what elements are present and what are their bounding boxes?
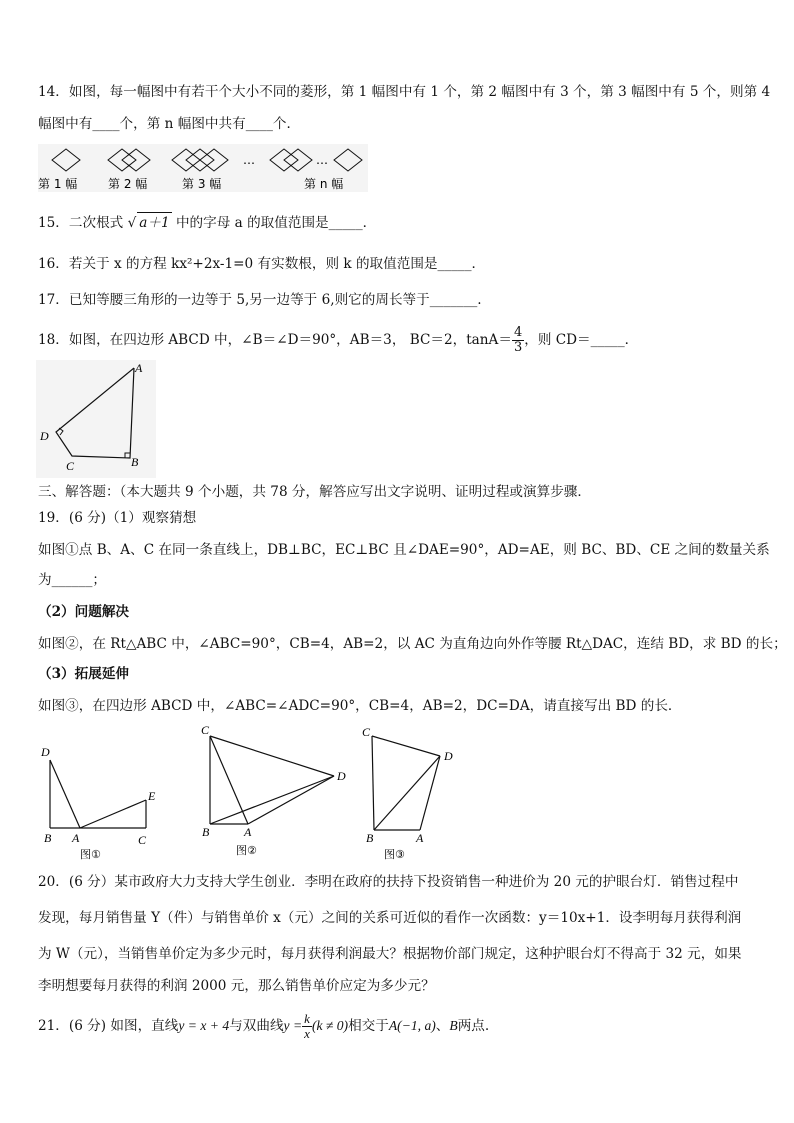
fig1-caption: 图①: [80, 848, 101, 861]
ellipsis-2: …: [316, 153, 328, 167]
q21-eq2-cond: (k ≠ 0): [311, 1018, 349, 1033]
q19-p3: 如图③，在四边形 ABCD 中，∠ABC=∠ADC=90°，CB=4，AB=2，DC=DA，请直接写出 BD 的长．: [38, 698, 682, 714]
q21-post3: 两点.: [457, 1018, 490, 1034]
fig2-caption: 图②: [236, 844, 257, 857]
q21-eq2-fraction: [302, 1012, 312, 1041]
q18-fraction: [512, 326, 524, 355]
q18-line: [38, 326, 638, 355]
q19-figure-1: [38, 740, 163, 862]
q19-part2-head: （2）问题解决: [38, 604, 130, 620]
fig2-point-A: A: [244, 825, 252, 839]
fig-label-n: 第 n 幅: [304, 177, 344, 191]
q21-pre: 21．(6 分) 如图，直线: [38, 1018, 179, 1034]
q21-point-a: A(−1, a): [388, 1018, 436, 1033]
q19-p1-line2: 为______；: [38, 572, 106, 588]
fig1-point-D: D: [41, 745, 50, 759]
fig2-point-B: B: [202, 825, 210, 839]
point-D-label: D: [40, 429, 49, 443]
point-C-label: C: [66, 459, 75, 473]
q19-figure-3: [358, 722, 468, 864]
fig2-point-C: C: [201, 723, 210, 737]
fig1-point-A: A: [72, 831, 80, 845]
q14-line2: 幅图中有____个，第 n 幅图中共有____个．: [38, 116, 301, 132]
q21-post1: 相交于: [348, 1018, 389, 1034]
fig1-point-E: E: [148, 789, 156, 803]
section3-heading: 三、解答题：（本大题共 9 个小题，共 78 分，解答应写出文字说明、证明过程或演算步骤．: [38, 484, 591, 500]
q19-figure-2: [198, 722, 358, 862]
sqrt-symbol: √: [127, 215, 137, 231]
q19-head: 19．(6 分)（1）观察猜想: [38, 510, 197, 526]
q15-pre: 15．二次根式: [38, 215, 124, 231]
q14-rhombus-figure: [38, 144, 368, 192]
q15-radicand: a＋1: [137, 212, 171, 233]
point-B-label: B: [131, 455, 139, 469]
fig-label-2: 第 2 幅: [108, 177, 148, 191]
fig3-point-A: A: [416, 831, 424, 845]
fig2-point-D: D: [337, 769, 346, 783]
q18-quadrilateral-figure: [36, 360, 156, 478]
q18-frac-num: 4: [513, 325, 523, 340]
fig1-point-B: B: [44, 831, 52, 845]
q20-line2: 发现，每月销售量 Y（件）与销售单价 x（元）之间的关系可近似的看作一次函数：y＝10x+1．设李明每月获得利润: [38, 910, 742, 926]
fig-label-3: 第 3 幅: [182, 177, 222, 191]
ellipsis-1: …: [243, 153, 255, 167]
q20-line1: 20．(6 分）某市政府大力支持大学生创业．李明在政府的扶持下投资销售一种进价为 20 元的护眼台灯．销售过程中: [38, 874, 739, 890]
q19-p2: 如图②，在 Rt△ABC 中，∠ABC=90°，CB=4，AB=2，以 AC 为直角边向外作等腰 Rt△DAC，连结 BD，求 BD 的长；: [38, 636, 787, 652]
q20-line3: 为 W（元），当销售单价定为多少元时，每月获得利润最大？根据物价部门规定，这种护眼台灯不得高于 32 元，如果: [38, 946, 742, 962]
q19-p1-line1: 如图①点 B、A、C 在同一条直线上，DB⊥BC，EC⊥BC 且∠DAE=90°，AD=AE，则 BC、BD、CE 之间的数量关系: [38, 542, 770, 558]
q18-post: ，则 CD＝_____．: [524, 332, 639, 348]
q21-eq2-lhs: y =: [283, 1018, 303, 1033]
q17-line: 17．已知等腰三角形的一边等于 5,另一边等于 6,则它的周长等于_______.: [38, 292, 482, 308]
fig1-point-C: C: [138, 833, 147, 847]
q21-mid: 与双曲线: [229, 1018, 284, 1034]
fig3-point-C: C: [362, 725, 371, 739]
fig3-point-D: D: [444, 749, 453, 763]
q18-frac-den: 3: [513, 340, 523, 355]
q21-eq2-num: k: [304, 1011, 310, 1026]
q21-post2: 、: [435, 1018, 450, 1034]
q21-eq2-den: x: [304, 1026, 310, 1041]
q15-line: [38, 212, 376, 233]
fig3-point-B: B: [366, 831, 374, 845]
q20-line4: 李明想要每月获得的利润 2000 元，那么销售单价应定为多少元？: [38, 978, 435, 994]
fig3-caption: 图③: [384, 848, 405, 861]
q21-line: [38, 1012, 489, 1041]
point-A-label: A: [135, 361, 143, 375]
q16-line: 16．若关于 x 的方程 kx²+2x-1=0 有实数根，则 k 的取值范围是_____．: [38, 256, 486, 272]
q15-post: 中的字母 a 的取值范围是_____．: [175, 215, 377, 231]
q14-line1: 14．如图，每一幅图中有若干个大小不同的菱形，第 1 幅图中有 1 个，第 2 幅图中有 3 个，第 3 幅图中有 5 个，则第 4: [38, 84, 771, 100]
q21-eq1: y = x + 4: [178, 1018, 230, 1033]
q21-point-b: B: [449, 1018, 458, 1033]
q18-pre: 18．如图，在四边形 ABCD 中，∠B＝∠D＝90°，AB＝3， BC＝2，tanA＝: [38, 332, 512, 348]
fig-label-1: 第 1 幅: [38, 177, 78, 191]
q19-part3-head: （3）拓展延伸: [38, 666, 130, 682]
